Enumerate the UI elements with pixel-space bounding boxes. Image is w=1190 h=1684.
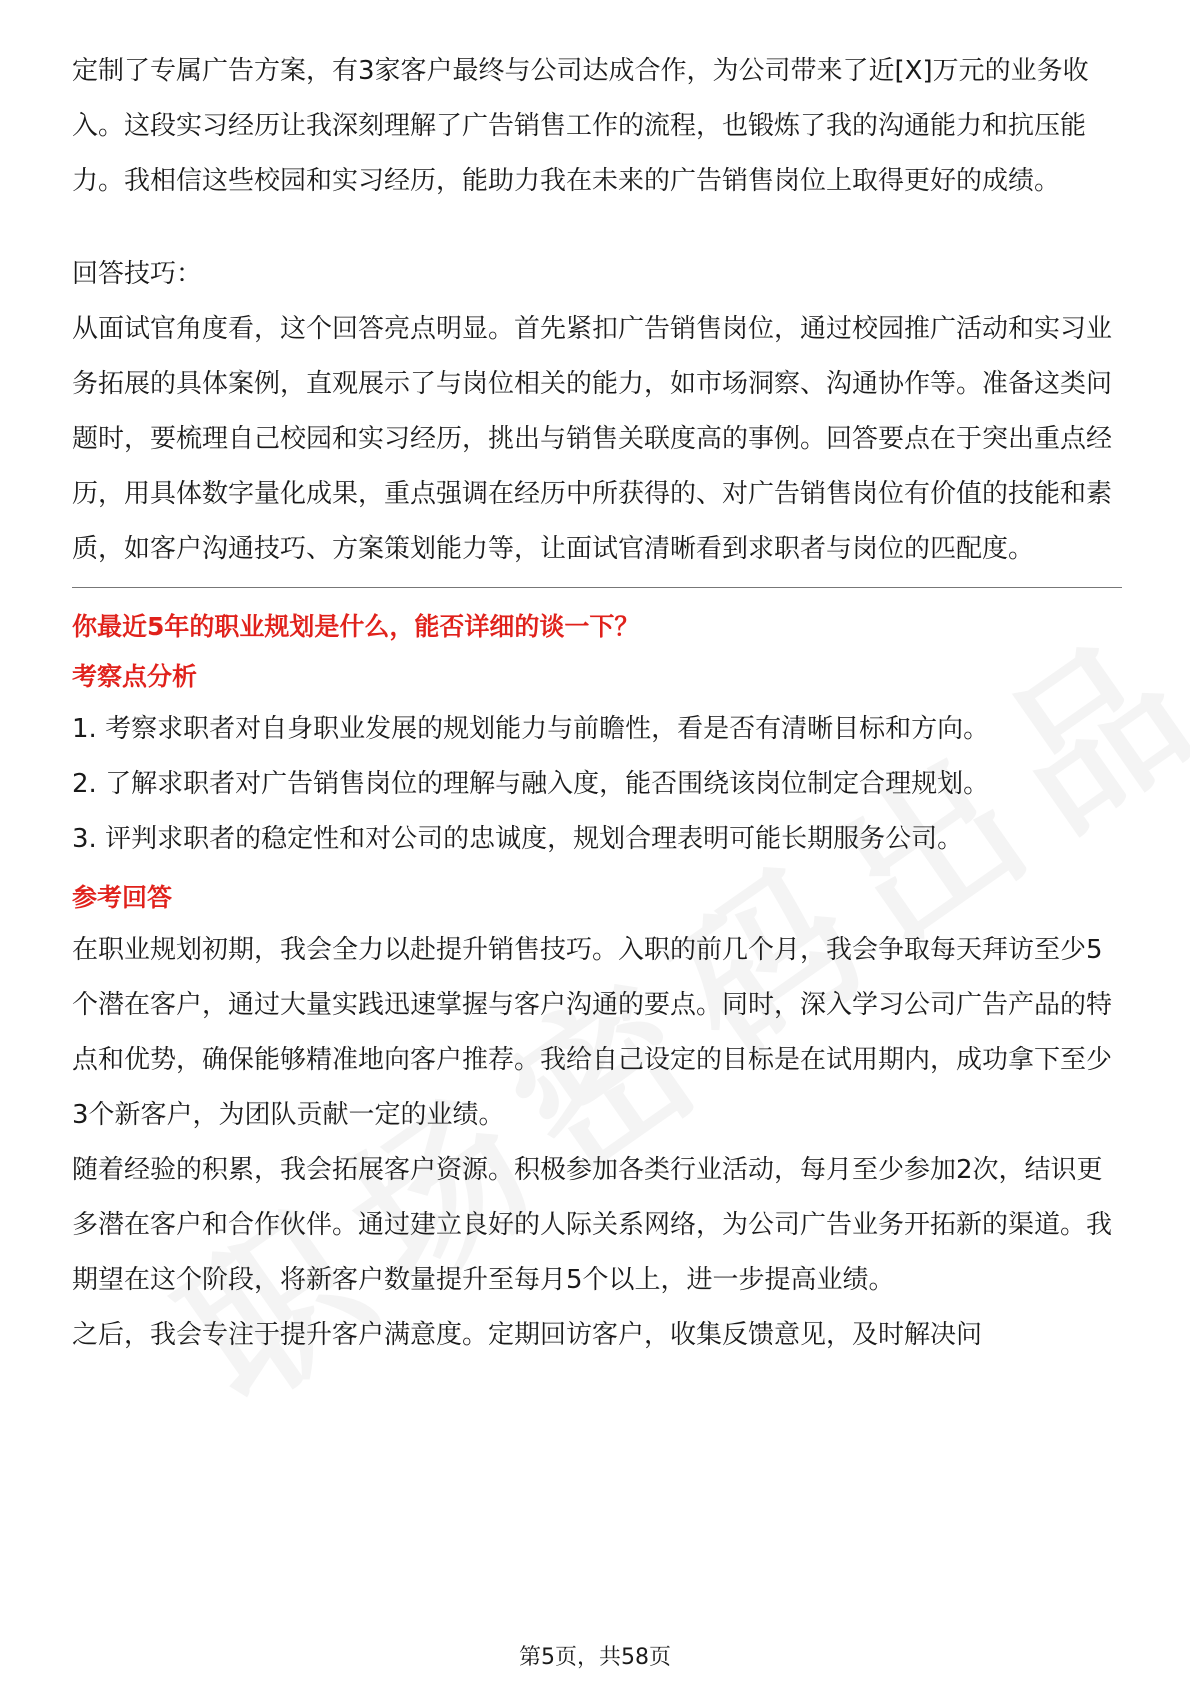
section-divider [72, 587, 1122, 588]
answer-paragraph-1: 在职业规划初期，我会全力以赴提升销售技巧。入职的前几个月，我会争取每天拜访至少5个潜在客户，通过大量实践迅速掌握与客户沟通的要点。同时，深入学习公司广告产品的特点和优势，确保能够精准地向客户推荐。我给自己设定的目标是在试用期内，成功拿下至少3个新客户，为团队贡献一定的业绩。 [72, 935, 1113, 1130]
analysis-item-2: 2. 了解求职者对广告销售岗位的理解与融入度，能否围绕该岗位制定合理规划。 [72, 769, 990, 799]
answer-heading: 参考回答 [72, 883, 173, 912]
tips-paragraph: 从面试官角度看，这个回答亮点明显。首先紧扣广告销售岗位，通过校园推广活动和实习业务拓展的具体案例，直观展示了与岗位相关的能力，如市场洞察、沟通协作等。准备这类问题时，要梳理自己校园和实习经历，挑出与销售关联度高的事例。回答要点在于突出重点经历，用具体数字量化成果，重点强调在经历中所获得的、对广告销售岗位有价值的技能和素质，如客户沟通技巧、方案策划能力等，让面试官清晰看到求职者与岗位的匹配度。 [72, 314, 1113, 564]
answer-continuation-paragraph: 定制了专属广告方案，有3家客户最终与公司达成合作，为公司带来了近[X]万元的业务收入。这段实习经历让我深刻理解了广告销售工作的流程，也锻炼了我的沟通能力和抗压能力。我相信这些校园和实习经历，能助力我在未来的广告销售岗位上取得更好的成绩。 [72, 56, 1089, 196]
page-content [72, 44, 1122, 1363]
analysis-heading: 考察点分析 [72, 662, 198, 691]
answer-paragraph-3: 之后，我会专注于提升客户满意度。定期回访客户，收集反馈意见，及时解决问 [72, 1320, 983, 1350]
answer-paragraph-2: 随着经验的积累，我会拓展客户资源。积极参加各类行业活动，每月至少参加2次，结识更多潜在客户和合作伙伴。通过建立良好的人际关系网络，为公司广告业务开拓新的渠道。我期望在这个阶段，将新客户数量提升至每月5个以上，进一步提高业绩。 [72, 1155, 1113, 1295]
page-footer: 第5页，共58页 [519, 1645, 671, 1670]
tips-label: 回答技巧： [72, 259, 203, 289]
analysis-item-1: 1. 考察求职者对自身职业发展的规划能力与前瞻性，看是否有清晰目标和方向。 [72, 714, 990, 744]
analysis-item-3: 3. 评判求职者的稳定性和对公司的忠诚度，规划合理表明可能长期服务公司。 [72, 824, 964, 854]
interview-question: 你最近5年的职业规划是什么，能否详细的谈一下？ [72, 612, 640, 641]
